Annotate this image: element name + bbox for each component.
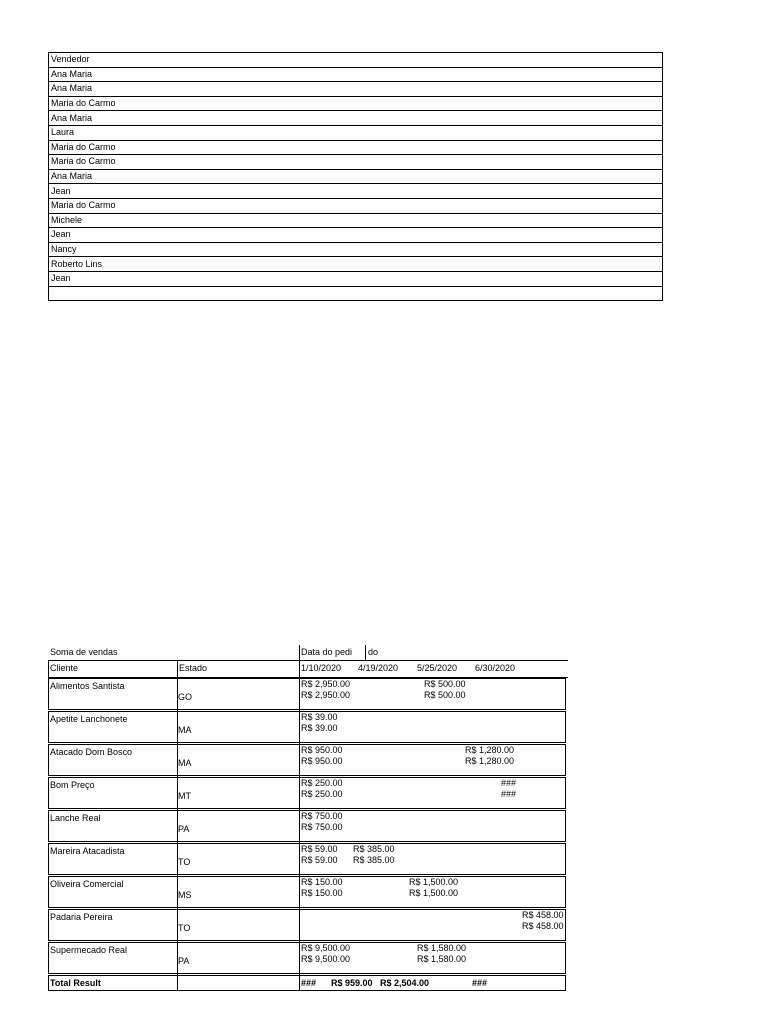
vendedor-row	[49, 82, 663, 97]
value-cell: R$ 39.00	[301, 712, 338, 722]
value-cell: R$ 1,280.00	[465, 745, 515, 755]
vendedor-row	[49, 198, 663, 213]
value-cell: R$ 9,500.00	[301, 943, 351, 953]
vendedor-cell: Ana Maria	[49, 82, 663, 97]
value-cell: R$ 1,500.00	[409, 877, 459, 887]
pivot-header-row	[48, 645, 568, 661]
vendedor-cell: Michele	[49, 213, 663, 228]
pivot-column-header-row	[48, 661, 568, 678]
value-cell: R$ 1,580.00	[417, 943, 467, 953]
pivot-group-row	[48, 843, 568, 876]
vendedor-cell: Ana Maria	[49, 169, 663, 184]
value-cell-subtotal: R$ 59.00	[301, 855, 338, 865]
vendedor-row	[49, 140, 663, 155]
vendedor-row	[49, 271, 663, 286]
value-cell: R$ 500.00	[424, 679, 466, 689]
value-cell-subtotal: R$ 385.00	[353, 855, 395, 865]
vendedor-header: Vendedor	[49, 53, 663, 68]
estado-cell: PA	[178, 956, 190, 966]
value-cell-subtotal: R$ 1,580.00	[417, 954, 467, 964]
vendedor-row	[49, 96, 663, 111]
value-cell: R$ 59.00	[301, 844, 338, 854]
cliente-cell: Supermecado Real	[50, 945, 128, 955]
vendedor-row	[49, 184, 663, 199]
date-col-4: 6/30/2020	[475, 663, 516, 673]
cliente-cell: Padaria Pereira	[50, 912, 113, 922]
pivot-group-row	[48, 810, 568, 843]
value-cell-subtotal: R$ 2,950.00	[301, 690, 351, 700]
estado-cell: GO	[178, 692, 193, 702]
value-cell: R$ 750.00	[301, 811, 343, 821]
value-cell: R$ 150.00	[301, 877, 343, 887]
vendedor-row	[49, 286, 663, 301]
total-value-4: ###	[472, 978, 488, 988]
pivot-group-row	[48, 777, 568, 810]
value-cell-subtotal: R$ 950.00	[301, 756, 343, 766]
date-col-3: 5/25/2020	[417, 663, 458, 673]
value-cell-subtotal: R$ 1,500.00	[409, 888, 459, 898]
vendedor-cell: Maria do Carmo	[49, 140, 663, 155]
vendedor-row	[49, 155, 663, 170]
value-cell: R$ 950.00	[301, 745, 343, 755]
pivot-title: Soma de vendas	[50, 647, 118, 657]
cliente-cell: Bom Preço	[50, 780, 95, 790]
vendedor-cell: Jean	[49, 184, 663, 199]
cliente-cell: Lanche Real	[50, 813, 101, 823]
estado-cell: MA	[178, 758, 192, 768]
vendedor-row	[49, 213, 663, 228]
col-estado: Estado	[179, 663, 208, 673]
vendedor-cell: Jean	[49, 228, 663, 243]
value-cell-subtotal: R$ 150.00	[301, 888, 343, 898]
vendedor-row	[49, 257, 663, 272]
pivot-group-row	[48, 909, 568, 942]
value-cell: R$ 2,950.00	[301, 679, 351, 689]
vendedor-cell	[49, 286, 663, 301]
total-value-1: ###	[301, 978, 317, 988]
pivot-group-row	[48, 711, 568, 744]
pivot-group-row	[48, 942, 568, 975]
cliente-cell: Oliveira Comercial	[50, 879, 124, 889]
estado-cell: TO	[178, 857, 191, 867]
date-col-1: 1/10/2020	[301, 663, 342, 673]
value-cell-subtotal: R$ 9,500.00	[301, 954, 351, 964]
value-cell: R$ 385.00	[353, 844, 395, 854]
vendedor-row	[49, 125, 663, 140]
total-label: Total Result	[50, 978, 101, 988]
vendedor-cell: Laura	[49, 125, 663, 140]
cliente-cell: Apetite Lanchonete	[50, 714, 128, 724]
pivot-group-row	[48, 876, 568, 909]
value-cell: ###	[501, 778, 517, 788]
total-value-3: R$ 2,504.00	[380, 978, 430, 988]
vendedor-table	[48, 52, 663, 301]
total-row	[48, 975, 568, 991]
vendedor-cell: Ana Maria	[49, 111, 663, 126]
date-col-2: 4/19/2020	[358, 663, 399, 673]
vendedor-cell: Maria do Carmo	[49, 155, 663, 170]
value-cell-subtotal: R$ 458.00	[522, 921, 564, 931]
value-cell-subtotal: R$ 250.00	[301, 789, 343, 799]
vendedor-row	[49, 111, 663, 126]
date-field-label-cont: do	[368, 647, 379, 657]
vendedor-row	[49, 228, 663, 243]
value-cell: R$ 458.00	[522, 910, 564, 920]
vendedor-cell: Maria do Carmo	[49, 198, 663, 213]
vendedor-row	[49, 67, 663, 82]
pivot-table	[48, 645, 568, 991]
vendedor-row	[49, 242, 663, 257]
cliente-cell: Mareira Atacadista	[50, 846, 125, 856]
pivot-group-row	[48, 678, 568, 711]
vendedor-header-row	[49, 53, 663, 68]
vendedor-cell: Jean	[49, 271, 663, 286]
estado-cell: MS	[178, 890, 192, 900]
value-cell-subtotal: R$ 1,280.00	[465, 756, 515, 766]
estado-cell: TO	[178, 923, 191, 933]
cliente-cell: Alimentos Santista	[50, 681, 125, 691]
vendedor-cell: Nancy	[49, 242, 663, 257]
value-cell-subtotal: R$ 750.00	[301, 822, 343, 832]
cliente-cell: Atacado Dom Bosco	[50, 747, 133, 757]
total-value-2: R$ 959.00	[331, 978, 373, 988]
vendedor-cell: Roberto Lins	[49, 257, 663, 272]
vendedor-cell: Ana Maria	[49, 67, 663, 82]
estado-cell: MA	[178, 725, 192, 735]
value-cell-subtotal: R$ 39.00	[301, 723, 338, 733]
value-cell-subtotal: R$ 500.00	[424, 690, 466, 700]
value-cell-subtotal: ###	[501, 789, 517, 799]
vendedor-row	[49, 169, 663, 184]
vendedor-cell: Maria do Carmo	[49, 96, 663, 111]
col-cliente: Cliente	[50, 663, 79, 673]
pivot-group-row	[48, 744, 568, 777]
estado-cell: PA	[178, 824, 190, 834]
estado-cell: MT	[178, 791, 191, 801]
value-cell: R$ 250.00	[301, 778, 343, 788]
date-field-label: Data do pedi	[301, 647, 353, 657]
